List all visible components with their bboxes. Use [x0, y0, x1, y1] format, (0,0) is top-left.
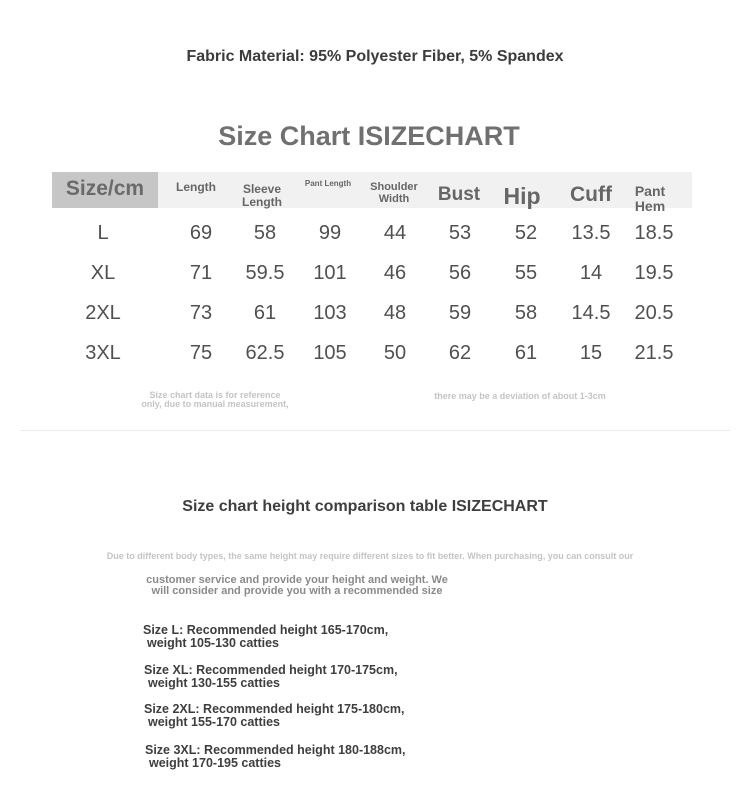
table-cell: 20.5 [634, 302, 674, 324]
table-cell: 56 [448, 262, 472, 284]
recommendation-l [143, 624, 483, 649]
recommendation-weight: weight 130-155 catties [148, 675, 281, 690]
table-cell: 14 [579, 262, 603, 284]
table-cell: 61 [514, 342, 538, 364]
header-pant-hem [624, 184, 676, 213]
header-sleeve-line2: Length [242, 194, 282, 209]
table-cell: 75 [189, 342, 213, 364]
table-cell: 62 [448, 342, 472, 364]
table-cell: 13.5 [571, 222, 611, 244]
recommendation-weight: weight 170-195 catties [149, 755, 282, 770]
note-right: there may be a deviation of about 1-3cm [434, 391, 606, 401]
table-size-label: L [97, 222, 109, 244]
table-cell: 59 [448, 302, 472, 324]
header-shoulder-line1: Shoulder [370, 181, 418, 193]
table-cell: 46 [383, 262, 407, 284]
header-length: Length [176, 180, 216, 194]
table-cell: 105 [313, 342, 347, 364]
header-hem-line1: Pant [634, 183, 666, 199]
table-cell: 69 [189, 222, 213, 244]
recommendation-line: Size XL: Recommended height 170-175cm, [144, 663, 398, 677]
table-cell: 21.5 [634, 342, 674, 364]
table-cell: 101 [313, 262, 347, 284]
table-cell: 53 [448, 222, 472, 244]
header-size: Size/cm [65, 177, 145, 200]
intro-paragraph-line1: Due to different body types, the same height may require different sizes to fit better. When purchasing, you can consult our [106, 551, 634, 561]
recommendation-3xl [145, 744, 485, 769]
table-cell: 73 [189, 302, 213, 324]
header-sleeve-line1: Sleeve [242, 182, 282, 196]
note-left-line1: Size chart data is for reference [149, 390, 281, 400]
table-size-label: 2XL [85, 302, 121, 324]
header-shoulder-width [362, 182, 426, 205]
recommendation-weight: weight 155-170 catties [148, 714, 281, 729]
recommendation-line: Size 3XL: Recommended height 180-188cm, [145, 743, 406, 757]
table-cell: 61 [253, 302, 277, 324]
table-cell: 50 [383, 342, 407, 364]
header-sleeve-length [232, 183, 292, 208]
table-cell: 71 [189, 262, 213, 284]
table-cell: 62.5 [245, 342, 285, 364]
intro-paragraph-block [100, 575, 494, 597]
note-left-line2: only, due to manual measurement, [141, 399, 289, 409]
recommendation-weight: weight 105-130 catties [147, 635, 280, 650]
table-cell: 14.5 [571, 302, 611, 324]
table-cell: 44 [383, 222, 407, 244]
size-chart-title: Size Chart ISIZECHART [218, 121, 520, 151]
recommendation-xl [144, 664, 484, 689]
table-cell: 18.5 [634, 222, 674, 244]
table-cell: 55 [514, 262, 538, 284]
height-comparison-title: Size chart height comparison table ISIZECHART [182, 498, 548, 515]
table-cell: 48 [383, 302, 407, 324]
intro-paragraph-line3: will consider and provide you with a recommended size [151, 585, 443, 597]
table-cell: 103 [313, 302, 347, 324]
header-pant-length: Pant Length [304, 179, 352, 188]
recommendation-2xl [144, 703, 484, 728]
table-cell: 52 [514, 222, 538, 244]
header-shoulder-line2: Width [378, 192, 410, 205]
fabric-material-text: Fabric Material: 95% Polyester Fiber, 5% Spandex [186, 48, 564, 65]
note-left [100, 391, 330, 409]
header-hem-line2: Hem [634, 197, 666, 214]
table-size-label: XL [90, 262, 116, 284]
header-cuff: Cuff [570, 183, 612, 206]
recommendation-line: Size 2XL: Recommended height 175-180cm, [144, 702, 405, 716]
table-cell: 59.5 [245, 262, 285, 284]
table-cell: 58 [253, 222, 277, 244]
header-hip: Hip [503, 183, 541, 209]
header-bust: Bust [437, 184, 481, 205]
table-cell: 58 [514, 302, 538, 324]
table-cell: 19.5 [634, 262, 674, 284]
table-cell: 99 [318, 222, 342, 244]
section-divider [20, 430, 730, 431]
recommendation-line: Size L: Recommended height 165-170cm, [143, 623, 389, 637]
intro-paragraph-line2: customer service and provide your height and weight. We [146, 574, 448, 586]
table-size-label: 3XL [85, 342, 121, 364]
table-cell: 15 [579, 342, 603, 364]
